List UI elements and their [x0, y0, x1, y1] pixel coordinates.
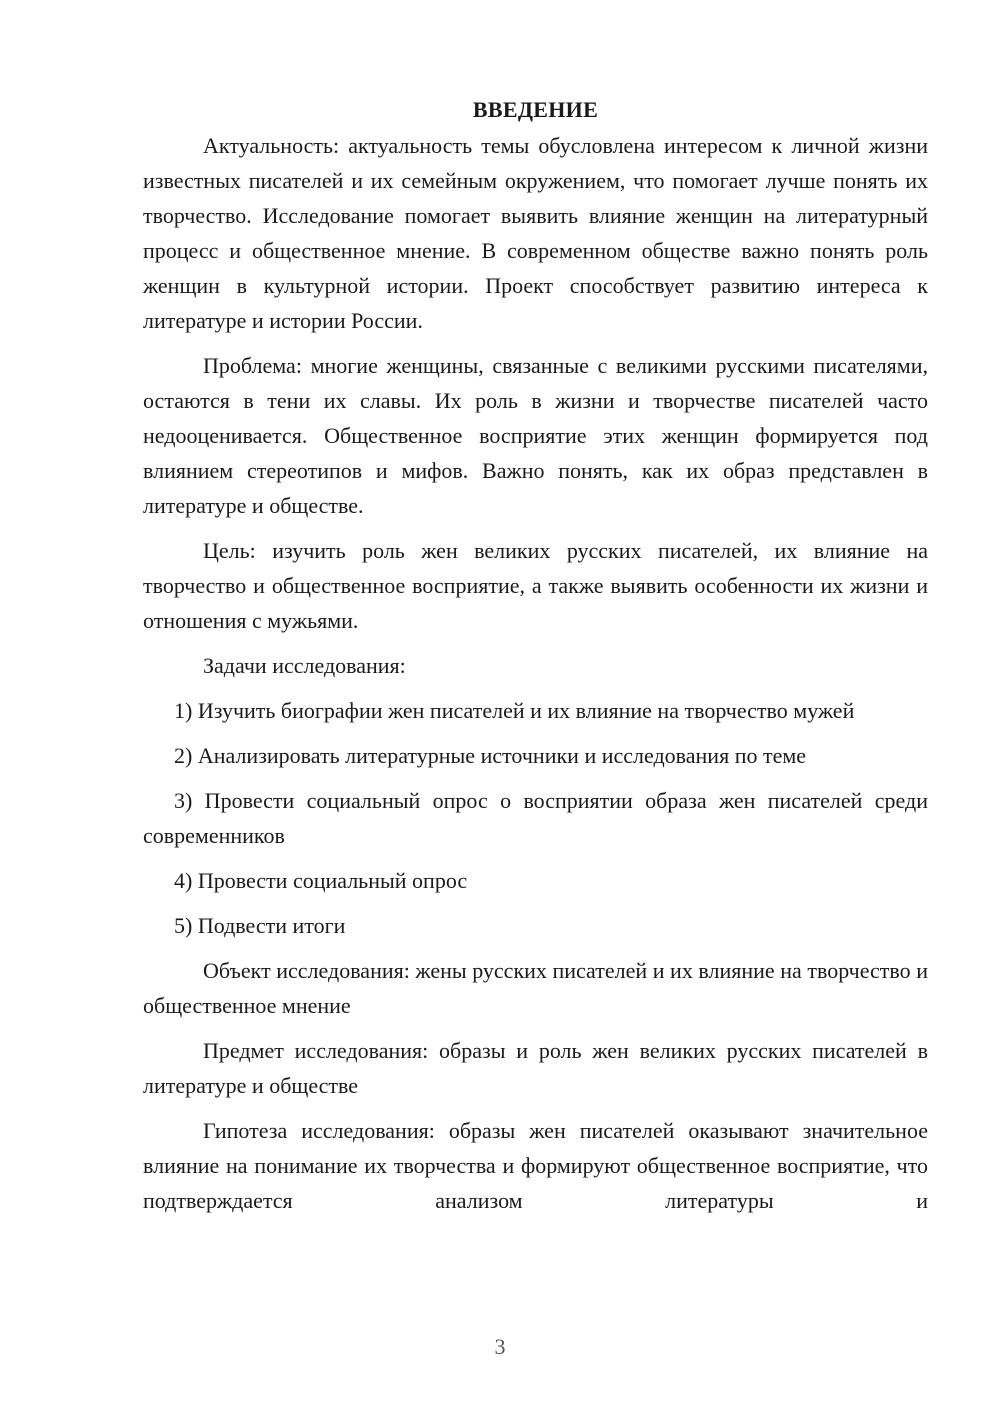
task-item-1: 1) Изучить биографии жен писателей и их влияние на творчество мужей — [174, 698, 855, 723]
relevance-paragraph: Актуальность: актуальность темы обусловлена интересом к личной жизни известных писателей и их семейным окружением, что помогает лучше понять их творчество. Исследование помогает выявить влияние женщин на литературный процесс и общественное мнение. В современном обществе важно понять роль женщин в культурной истории. Проект способствует развитию интереса к литературе и истории России. — [143, 133, 928, 333]
page-number: 3 — [494, 1334, 506, 1359]
tasks-heading: Задачи исследования: — [203, 653, 406, 678]
object-paragraph: Объект исследования: жены русских писателей и их влияние на творчество и общественное мнение — [143, 958, 928, 1018]
goal-paragraph: Цель: изучить роль жен великих русских писателей, их влияние на творчество и общественное восприятие, а также выявить особенности их жизни и отношения с мужьями. — [143, 538, 928, 633]
subject-paragraph: Предмет исследования: образы и роль жен великих русских писателей в литературе и обществе — [143, 1038, 928, 1098]
hypothesis-paragraph: Гипотеза исследования: образы жен писателей оказывают значительное влияние на понимание их творчества и формируют общественное восприятие, что подтверждается анализом литературы и — [143, 1118, 928, 1213]
task-item-2: 2) Анализировать литературные источники и исследования по теме — [174, 743, 807, 768]
problem-paragraph: Проблема: многие женщины, связанные с великими русскими писателями, остаются в тени их славы. Их роль в жизни и творчестве писателей часто недооценивается. Общественное восприятие этих женщин формируется под влиянием стереотипов и мифов. Важно понять, как их образ представлен в литературе и обществе. — [143, 353, 928, 518]
task-item-5: 5) Подвести итоги — [174, 913, 346, 938]
document-page — [143, 92, 928, 1228]
section-title: ВВЕДЕНИЕ — [472, 97, 599, 122]
task-item-4: 4) Провести социальный опрос — [174, 868, 468, 893]
task-item-3: 3) Провести социальный опрос о восприятии образа жен писателей среди современников — [143, 788, 928, 848]
